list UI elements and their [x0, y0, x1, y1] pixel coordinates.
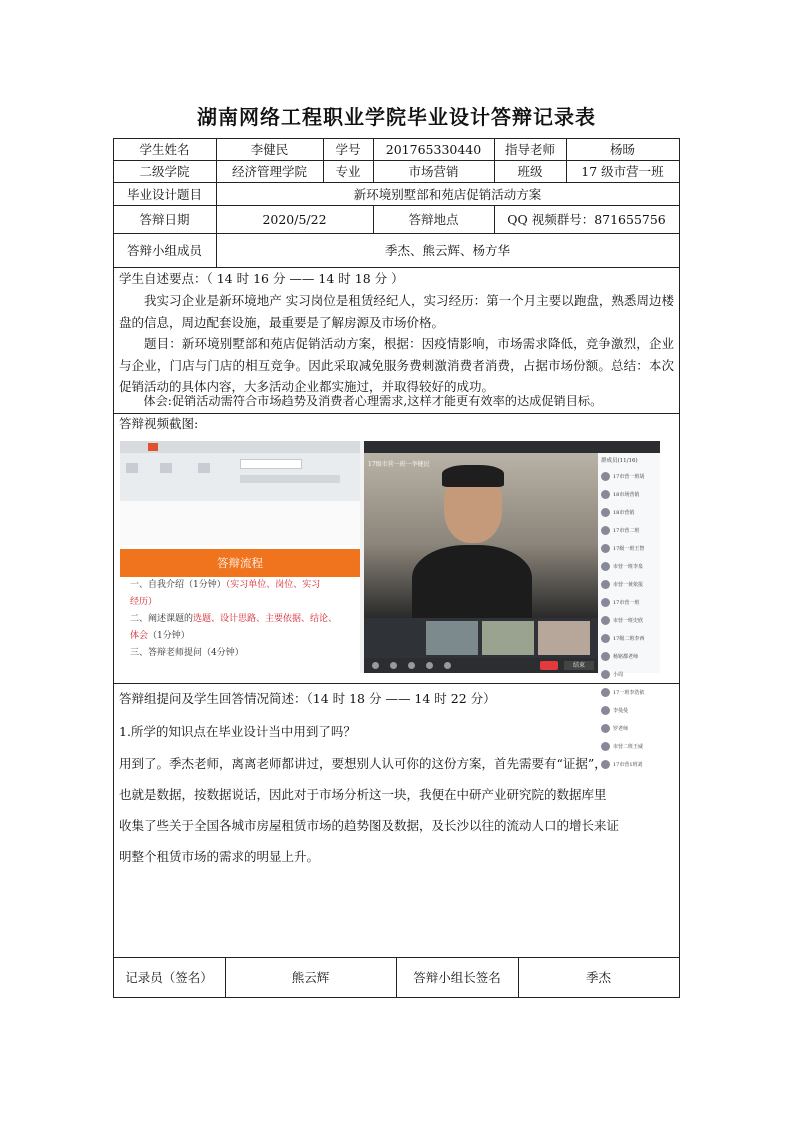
call-controls: [364, 658, 598, 673]
presentation-window: [120, 441, 360, 673]
new-slide-icon: [160, 463, 172, 473]
member-name: 17级一班王智: [613, 545, 645, 552]
main-video: [364, 453, 598, 618]
leader-signature: 季杰: [585, 970, 611, 985]
format-toolbar: [240, 475, 340, 483]
class-value: 17 级市营一班: [581, 164, 664, 179]
member-list-item[interactable]: [598, 467, 660, 485]
slide-body: [130, 577, 358, 662]
qa-answer-line: 也就是数据，按数据说话，因此对于市场分析这一块，我便在中研产业研究院的数据库里: [119, 787, 607, 802]
avatar: [601, 544, 610, 553]
camera-icon[interactable]: [408, 662, 415, 669]
avatar: [601, 472, 610, 481]
self-statement-heading: 学生自述要点：（ 14 时 16 分 —— 14 时 18 分 ）: [119, 271, 404, 286]
member-name: 18市场营销: [613, 491, 640, 498]
self-statement-paragraph: 体会:促销活动需符合市场趋势及消费者心理需求,这样才能更有效率的达成促销目标。: [143, 394, 603, 408]
member-name: 罗老师: [613, 725, 629, 732]
member-list-item[interactable]: [598, 539, 660, 557]
member-name: 市营一班史欣: [613, 617, 644, 624]
font-select[interactable]: [240, 459, 302, 469]
student-name-value: 李健民: [250, 142, 289, 157]
avatar: [601, 508, 610, 517]
participant-thumb[interactable]: [426, 621, 478, 655]
end-button[interactable]: 结束: [564, 661, 594, 670]
member-name: 18市营销: [613, 509, 635, 516]
qa-answer-line: 明整个租赁市场的需求的明显上升。: [119, 849, 320, 864]
speaker-hair: [442, 465, 504, 487]
topic-label: 毕业设计题目: [126, 186, 202, 202]
avatar: [601, 598, 610, 607]
member-name: 17市营1班刘: [613, 761, 643, 768]
microphone-icon[interactable]: [372, 662, 379, 669]
member-name: 市营一班李泉: [613, 563, 644, 570]
avatar: [601, 670, 610, 679]
participant-thumbnails: [364, 618, 598, 658]
college-value: 经济管理学院: [231, 164, 307, 179]
member-name: 17市营一班胡: [613, 473, 645, 480]
self-statement-paragraph: 题目：新环境别墅部和苑店促销活动方案，根据：因疫情影响，市场需求降低，竞争激烈，企业与企业，门店与门店的相互竞争。因此采取减免服务费刺激消费者消费，占据市场份额。总结：本次促销活动的具体内容，大多活动企业都实施过，并取得较好的成功。: [119, 336, 674, 394]
hangup-button[interactable]: [540, 661, 558, 670]
recorder-label: 记录员（签名）: [125, 970, 213, 985]
qa-answer-line: 收集了些关于全国各城市房屋租赁市场的趋势图及数据，及长沙以往的流动人口的增长来证: [119, 818, 620, 833]
topic-value: 新环境别墅部和苑店促销活动方案: [353, 186, 542, 202]
defense-place-value: QQ 视频群号：871655756: [507, 212, 666, 227]
avatar: [601, 652, 610, 661]
slide-highlight: 选题、设计思路、主要依据、结论、: [193, 614, 338, 624]
qq-video-window: [364, 441, 660, 768]
slides-icon: [126, 463, 138, 473]
app-logo-icon: [148, 443, 158, 451]
major-label: 专业: [335, 164, 361, 179]
advisor-value: 杨旸: [609, 142, 635, 157]
panel-members-label: 答辩小组成员: [126, 243, 202, 258]
slide-highlight: 经历）: [130, 597, 158, 607]
qa-heading: 答辩组提问及学生回答情况简述：（14 时 18 分 —— 14 时 22 分）: [119, 691, 496, 706]
speaker-icon[interactable]: [390, 662, 397, 669]
college-label: 二级学院: [139, 164, 190, 179]
avatar: [601, 490, 610, 499]
member-name: 17级二班李西: [613, 635, 645, 642]
slide-line: （1分钟）: [148, 631, 190, 641]
member-list-item[interactable]: [598, 665, 660, 683]
member-name: 小周: [613, 671, 624, 678]
member-list-item[interactable]: [598, 647, 660, 665]
participant-thumb[interactable]: [482, 621, 534, 655]
qa-answer-line: 用到了。季杰老师，离离老师都讲过，要想别人认可你的这份方案，首先需要有“证据”，: [119, 756, 607, 771]
avatar: [601, 580, 610, 589]
page-title: 湖南网络工程职业学院毕业设计答辩记录表: [197, 105, 596, 129]
member-list-item[interactable]: [598, 503, 660, 521]
student-id-value: 201765330440: [385, 141, 482, 157]
major-value: 市场营销: [408, 164, 459, 179]
member-name: 市营二班王威: [613, 743, 644, 750]
video-screenshot-label: 答辩视频截图:: [119, 416, 199, 431]
avatar: [601, 526, 610, 535]
sidebar-title: 群成员(11/16): [601, 458, 638, 464]
slide-highlight: 体会: [130, 631, 149, 641]
slide-line: 三、答辩老师提问（4分钟）: [130, 648, 244, 658]
member-list-item[interactable]: [598, 557, 660, 575]
member-list-item[interactable]: [598, 575, 660, 593]
defense-place-label: 答辩地点: [408, 212, 459, 227]
member-name: 17市营一班: [613, 599, 640, 606]
slide-line: 二、阐述课题的: [130, 614, 194, 624]
self-statement-paragraph: 我实习企业是新环境地产 实习岗位是租赁经纪人，实习经历：第一个月主要以跑盘，熟悉周边楼盘的信息，周边配套设施，最重要是了解房源及市场价格。: [119, 293, 674, 330]
member-list-item[interactable]: [598, 593, 660, 611]
fullscreen-icon[interactable]: [444, 662, 451, 669]
class-label: 班级: [517, 164, 543, 179]
member-name: 市营一黄依报: [613, 581, 644, 588]
advisor-label: 指导老师: [504, 142, 555, 157]
slide-title: 答辩流程: [120, 549, 360, 577]
member-list-item[interactable]: [598, 611, 660, 629]
layout-icon: [198, 463, 210, 473]
slide-line: 一、自我介绍（1分钟）: [130, 580, 226, 590]
member-list-item[interactable]: [598, 521, 660, 539]
share-screen-icon[interactable]: [426, 662, 433, 669]
leader-label: 答辩小组长签名: [413, 970, 501, 985]
member-list-item[interactable]: [598, 485, 660, 503]
defense-date-label: 答辩日期: [139, 212, 190, 227]
student-name-label: 学生姓名: [139, 142, 190, 157]
member-name: 17市营二班: [613, 527, 640, 534]
video-caption: 17级市营一班一李健民: [368, 461, 430, 468]
member-name: 17一班李浩依: [613, 689, 645, 696]
avatar: [601, 634, 610, 643]
member-name: 杨铭都老师: [613, 653, 639, 660]
avatar: [601, 562, 610, 571]
speaker-shirt: [412, 545, 532, 618]
member-sidebar: [598, 453, 660, 768]
student-id-label: 学号: [335, 142, 361, 157]
recorder-signature: 熊云辉: [291, 970, 330, 985]
panel-members-value: 季杰、熊云辉、杨方华: [384, 243, 510, 258]
qa-question: 1.所学的知识点在毕业设计当中用到了吗？: [119, 724, 356, 739]
slide-highlight: （实习单位、岗位、实习: [225, 580, 321, 590]
member-name: 李曼曼: [613, 707, 629, 714]
avatar: [601, 616, 610, 625]
participant-thumb[interactable]: [538, 621, 590, 655]
defense-date-value: 2020/5/22: [262, 211, 327, 227]
member-list-item[interactable]: [598, 629, 660, 647]
